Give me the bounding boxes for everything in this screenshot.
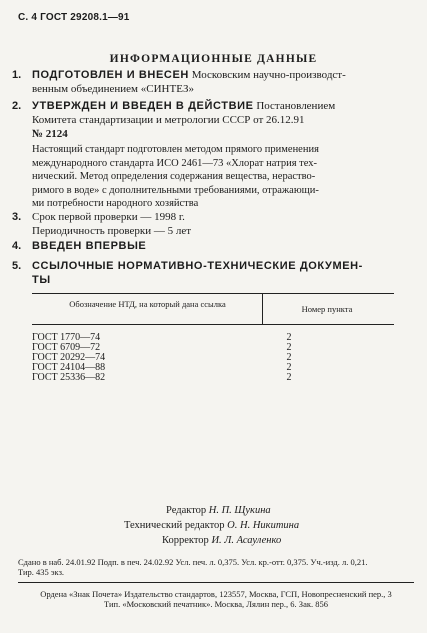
imprint-line-1: Сдано в наб. 24.01.92 Подп. в печ. 24.02.92 Усл. печ. л. 0,375. Усл. кр.-отт. 0,375. Уч.-изд. л. 0,21. [18, 557, 368, 567]
item-3-line-2: Периодичность проверки — 5 лет [32, 225, 192, 237]
table-row-3-ntd: ГОСТ 20292—74 [32, 352, 106, 363]
table-row-2-ntd: ГОСТ 6709—72 [32, 342, 101, 353]
item-4-number: 4. [12, 240, 22, 252]
item-1 [12, 68, 414, 96]
item-2-number: 2. [12, 100, 22, 112]
item-2-line-3: № 2124 [32, 128, 68, 140]
item-4 [12, 239, 414, 253]
item-2 [12, 99, 414, 141]
item-3 [12, 210, 414, 238]
table-row-3-clause: 2 [286, 352, 292, 363]
table-col-ntd [32, 333, 252, 383]
credit-name-editor: Н. П. Щукина [208, 505, 271, 516]
item-5-caps-line-2: ТЫ [32, 274, 51, 286]
table-row-5-ntd: ГОСТ 25336—82 [32, 372, 106, 383]
table-row-1-clause: 2 [286, 332, 292, 343]
credit-role-tech-editor: Технический редактор [124, 520, 225, 531]
printer-line-1: Ордена «Знак Почета» Издательство стандартов, 123557, Москва, ГСП, Новопресненский пер., 3 [40, 589, 392, 599]
standard-note [32, 143, 414, 211]
imprint-rule [18, 582, 414, 583]
note-line-1: Настоящий стандарт подготовлен методом прямого применения [32, 144, 319, 155]
item-1-caps: ПОДГОТОВЛЕН И ВНЕСЕН [32, 69, 189, 81]
note-line-2: международного стандарта ИСО 2461—73 «Хлорат натрия тех- [32, 157, 318, 169]
item-4-caps: ВВЕДЕН ВПЕРВЫЕ [32, 240, 147, 252]
table-col-clause [264, 333, 314, 383]
imprint [18, 557, 414, 577]
item-1-number: 1. [12, 69, 22, 81]
printer-info [18, 589, 414, 609]
printer-line-2: Тип. «Московский печатник». Москва, Лялин пер., 6. Зак. 856 [104, 599, 328, 609]
table-header-rule [32, 324, 394, 325]
item-2-line-1: Постановлением [256, 100, 336, 112]
table-row-4-ntd: ГОСТ 24104—88 [32, 362, 106, 373]
table-row-1-ntd: ГОСТ 1770—74 [32, 332, 101, 343]
table-row-5-clause: 2 [286, 372, 292, 383]
item-5-number: 5. [12, 260, 22, 272]
credit-role-editor: Редактор [166, 505, 207, 516]
note-line-5: ми потребности народного хозяйства [32, 198, 199, 209]
note-line-4: римого в воде» с дополнительными требованиями, отражающи- [32, 184, 319, 196]
item-1-line-1: Московским научно-производст- [191, 69, 346, 81]
credit-name-proofreader: И. Л. Асауленко [211, 535, 282, 546]
item-5 [12, 259, 414, 287]
table-top-rule [32, 293, 394, 294]
item-1-line-2: венным объединением «СИНТЕЗ» [32, 83, 195, 95]
item-3-line-1: Срок первой проверки — 1998 г. [32, 211, 185, 223]
item-2-caps: УТВЕРЖДЕН И ВВЕДЕН В ДЕЙСТВИЕ [32, 100, 254, 112]
imprint-line-2: Тир. 435 экз. [18, 567, 65, 577]
running-head: С. 4 ГОСТ 29208.1—91 [18, 12, 130, 23]
table-header-ntd: Обозначение НТД, на который дана ссылка [69, 299, 226, 309]
editorial-credits [110, 503, 400, 548]
table-row-4-clause: 2 [286, 362, 292, 373]
item-3-number: 3. [12, 211, 22, 223]
credit-name-tech-editor: О. Н. Никитина [227, 520, 300, 531]
table-column-divider [262, 293, 263, 324]
item-2-line-2: Комитета стандартизации и метрологии СССР от 26.12.91 [32, 114, 305, 126]
table-row-2-clause: 2 [286, 342, 292, 353]
credit-role-proofreader: Корректор [162, 535, 209, 546]
table-header-clause: Номер пункта [301, 304, 353, 314]
section-title: ИНФОРМАЦИОННЫЕ ДАННЫЕ [109, 53, 318, 65]
item-5-caps-line-1: ССЫЛОЧНЫЕ НОРМАТИВНО-ТЕХНИЧЕСКИЕ ДОКУМЕН- [32, 260, 363, 272]
note-line-3: нический. Метод определения содержания вещества, нераство- [32, 171, 316, 182]
